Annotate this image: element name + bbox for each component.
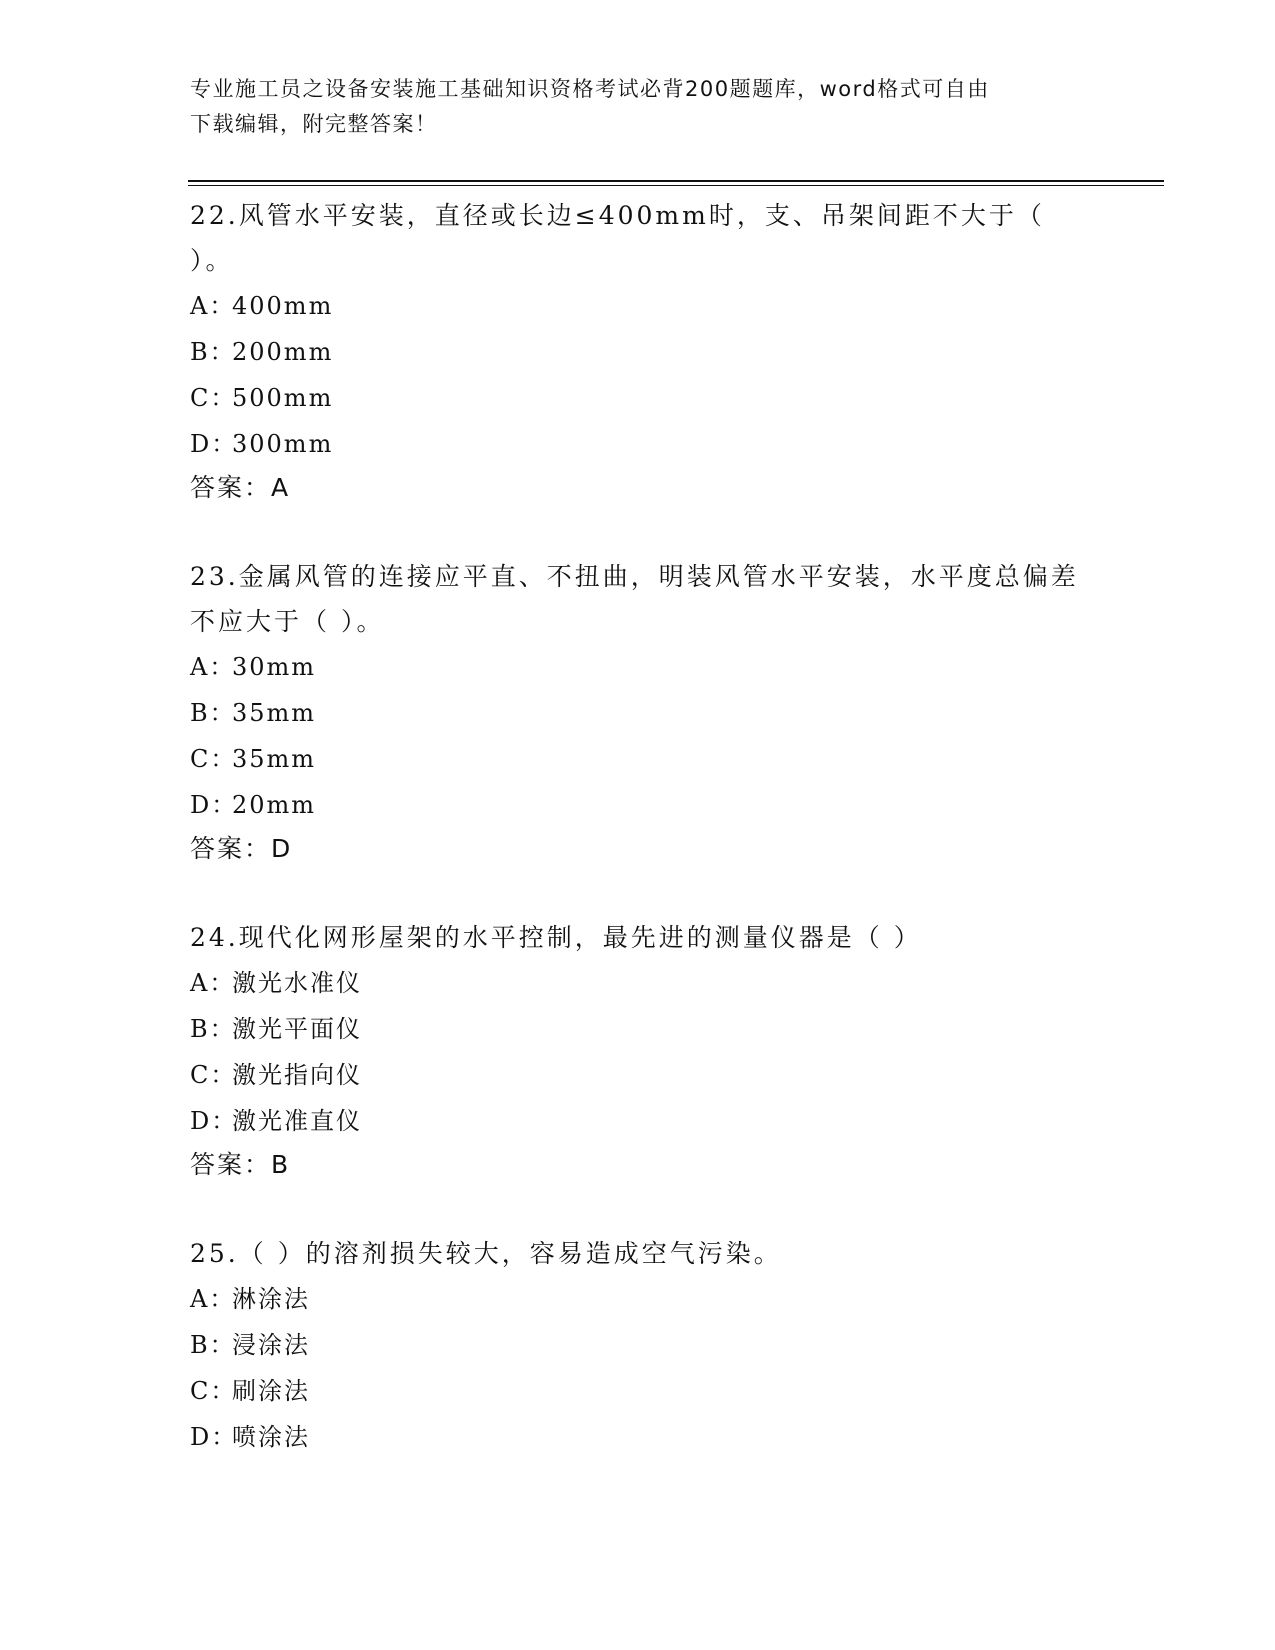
option-key: D： xyxy=(190,1107,238,1135)
option-text: 喷涂法 xyxy=(232,1423,310,1451)
option-a xyxy=(190,283,1090,329)
option-text: 300mm xyxy=(232,430,334,458)
option-key: C： xyxy=(190,1061,237,1089)
option-c xyxy=(190,1052,1090,1098)
option-text: 激光指向仪 xyxy=(232,1061,362,1089)
option-key: B： xyxy=(190,338,236,366)
header-line-1: 专业施工员之设备安装施工基础知识资格考试必背200题题库，word格式可自由 xyxy=(190,77,990,101)
option-text: 400mm xyxy=(232,292,334,320)
option-text: 35mm xyxy=(232,745,317,773)
option-text: 35mm xyxy=(232,699,317,727)
option-b xyxy=(190,329,1090,375)
question-text: 24.现代化网形屋架的水平控制，最先进的测量仪器是（ ） xyxy=(190,923,922,952)
option-key: B： xyxy=(190,1015,236,1043)
question-text: 23.金属风管的连接应平直、不扭曲，明装风管水平安装，水平度总偏差不应大于（ ）。 xyxy=(190,562,1079,636)
header-line-2: 下载编辑，附完整答案！ xyxy=(190,112,438,136)
option-d xyxy=(190,1414,1090,1460)
option-text: 激光准直仪 xyxy=(232,1107,362,1135)
option-key: A： xyxy=(190,1285,236,1313)
option-key: D： xyxy=(190,1423,238,1451)
option-d xyxy=(190,421,1090,467)
option-key: B： xyxy=(190,699,236,727)
option-text: 浸涂法 xyxy=(232,1331,310,1359)
option-text: 30mm xyxy=(232,653,317,681)
option-d xyxy=(190,782,1090,828)
question-text: 25.（ ）的溶剂损失较大，容易造成空气污染。 xyxy=(190,1239,782,1268)
option-key: A： xyxy=(190,969,236,997)
option-text: 刷涂法 xyxy=(232,1377,310,1405)
option-text: 淋涂法 xyxy=(232,1285,310,1313)
option-key: A： xyxy=(190,292,236,320)
option-key: D： xyxy=(190,430,238,458)
option-key: C： xyxy=(190,1377,237,1405)
option-b xyxy=(190,1322,1090,1368)
option-c xyxy=(190,736,1090,782)
question-23 xyxy=(190,551,1090,870)
question-24 xyxy=(190,912,1090,1186)
header-divider-thick xyxy=(188,180,1164,182)
question-25 xyxy=(190,1228,1090,1460)
option-text: 激光水准仪 xyxy=(232,969,362,997)
option-a xyxy=(190,1276,1090,1322)
option-d xyxy=(190,1098,1090,1144)
option-text: 激光平面仪 xyxy=(232,1015,362,1043)
question-list xyxy=(190,190,1090,1460)
option-b xyxy=(190,690,1090,736)
document-header xyxy=(190,72,1080,142)
option-key: A： xyxy=(190,653,236,681)
option-text: 200mm xyxy=(232,338,334,366)
option-a xyxy=(190,644,1090,690)
answer-line: 答案：D xyxy=(190,834,293,863)
question-22 xyxy=(190,190,1090,509)
option-text: 500mm xyxy=(232,384,334,412)
option-key: C： xyxy=(190,745,237,773)
option-c xyxy=(190,375,1090,421)
answer-line: 答案：A xyxy=(190,473,291,502)
question-text: 22.风管水平安装，直径或长边≤400mm时，支、吊架间距不大于（ ）。 xyxy=(190,201,1045,275)
answer-line: 答案：B xyxy=(190,1150,291,1179)
option-key: D： xyxy=(190,791,238,819)
option-key: B： xyxy=(190,1331,236,1359)
option-text: 20mm xyxy=(232,791,317,819)
option-key: C： xyxy=(190,384,237,412)
option-c xyxy=(190,1368,1090,1414)
option-b xyxy=(190,1006,1090,1052)
header-divider-thin xyxy=(188,185,1164,186)
option-a xyxy=(190,960,1090,1006)
